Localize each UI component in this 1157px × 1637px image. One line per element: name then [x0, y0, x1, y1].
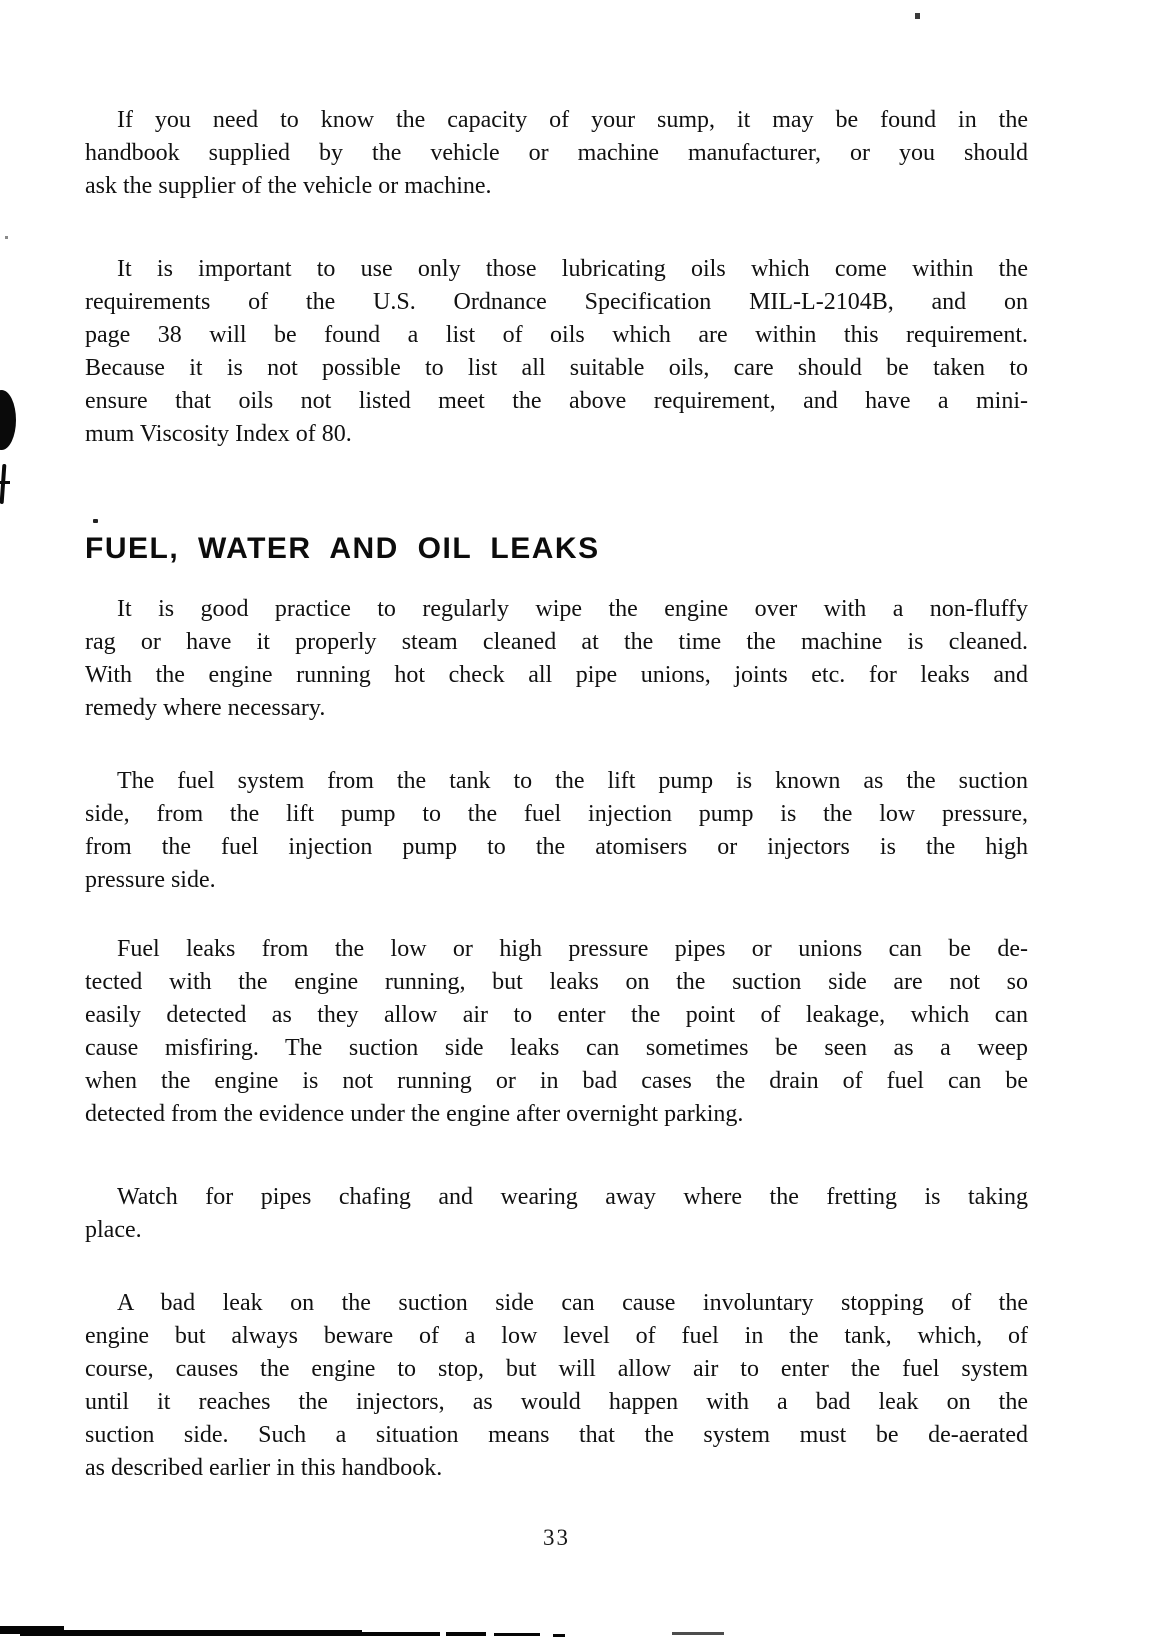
text-line: ensure that oils not listed meet the above requirement, and have a mini- [85, 388, 1028, 414]
text-line: until it reaches the injectors, as would happen with a bad leak on the [85, 1389, 1028, 1415]
text-line: If you need to know the capacity of your sump, it may be found in the [117, 107, 1028, 133]
scan-artifact-bottom-band [672, 1632, 724, 1635]
paragraph-fuel-leak-detection [85, 933, 1028, 1131]
text-line: detected from the evidence under the engine after overnight parking. [85, 1101, 744, 1127]
text-line: requirements of the U.S. Ordnance Specification MIL-L-2104B, and on [85, 289, 1028, 315]
text-line: page 38 will be found a list of oils which are within this requirement. [85, 322, 1028, 348]
paragraph-bad-suction-leak [85, 1287, 1028, 1485]
text-line: It is important to use only those lubricating oils which come within the [117, 256, 1028, 282]
scan-artifact-left-squiggle [0, 464, 6, 504]
text-line: place. [85, 1217, 142, 1243]
scan-artifact-bottom-band [494, 1633, 540, 1636]
text-line: Because it is not possible to list all suitable oils, care should be taken to [85, 355, 1028, 381]
paragraph-fuel-system-sides [85, 765, 1028, 897]
section-heading-fuel-water-oil-leaks: FUEL, WATER AND OIL LEAKS [85, 532, 600, 565]
scan-artifact-speck-top [915, 13, 920, 19]
text-line: tected with the engine running, but leaks on the suction side are not so [85, 969, 1028, 995]
text-line: as described earlier in this handbook. [85, 1455, 443, 1481]
text-line: The fuel system from the tank to the lift pump is known as the suction [117, 768, 1028, 794]
paragraph-lubricating-oils [85, 253, 1028, 451]
text-line: engine but always beware of a low level of fuel in the tank, which, of [85, 1323, 1028, 1349]
text-line: side, from the lift pump to the fuel injection pump is the low pressure, [85, 801, 1028, 827]
text-line: mum Viscosity Index of 80. [85, 421, 352, 447]
text-line: rag or have it properly steam cleaned at the time the machine is cleaned. [85, 629, 1028, 655]
text-line: Fuel leaks from the low or high pressure pipes or unions can be de- [117, 936, 1028, 962]
text-line: easily detected as they allow air to enter the point of leakage, which can [85, 1002, 1028, 1028]
text-line: when the engine is not running or in bad cases the drain of fuel can be [85, 1068, 1028, 1094]
text-line: course, causes the engine to stop, but will allow air to enter the fuel system [85, 1356, 1028, 1382]
page-number: 33 [543, 1525, 570, 1550]
paragraph-sump-capacity [85, 104, 1028, 203]
text-line: ask the supplier of the vehicle or machine. [85, 173, 492, 199]
text-line: handbook supplied by the vehicle or machine manufacturer, or you should [85, 140, 1028, 166]
text-line: It is good practice to regularly wipe the engine over with a non-fluffy [117, 596, 1028, 622]
text-line: cause misfiring. The suction side leaks can sometimes be seen as a weep [85, 1035, 1028, 1061]
text-line: Watch for pipes chafing and wearing away where the fretting is taking [117, 1184, 1028, 1210]
text-line: With the engine running hot check all pipe unions, joints etc. for leaks and [85, 662, 1028, 688]
scan-artifact-ink-blob [0, 390, 16, 450]
text-line: suction side. Such a situation means that the system must be de-aerated [85, 1422, 1028, 1448]
scan-artifact-left-squiggle-bar [0, 481, 10, 484]
paragraph-wipe-engine [85, 593, 1028, 725]
scan-artifact-dot-above-heading [93, 519, 98, 523]
text-line: from the fuel injection pump to the atomisers or injectors is the high [85, 834, 1028, 860]
text-column [85, 0, 1028, 1551]
scan-artifact-bottom-band [446, 1632, 486, 1636]
scan-artifact-bottom-band [20, 1630, 362, 1636]
scan-artifact-speck-left [5, 236, 8, 239]
paragraph-pipe-chafing [85, 1181, 1028, 1247]
text-line: remedy where necessary. [85, 695, 326, 721]
text-line: pressure side. [85, 867, 216, 893]
text-line: A bad leak on the suction side can cause involuntary stopping of the [117, 1290, 1028, 1316]
scan-artifact-bottom-band [360, 1632, 440, 1636]
